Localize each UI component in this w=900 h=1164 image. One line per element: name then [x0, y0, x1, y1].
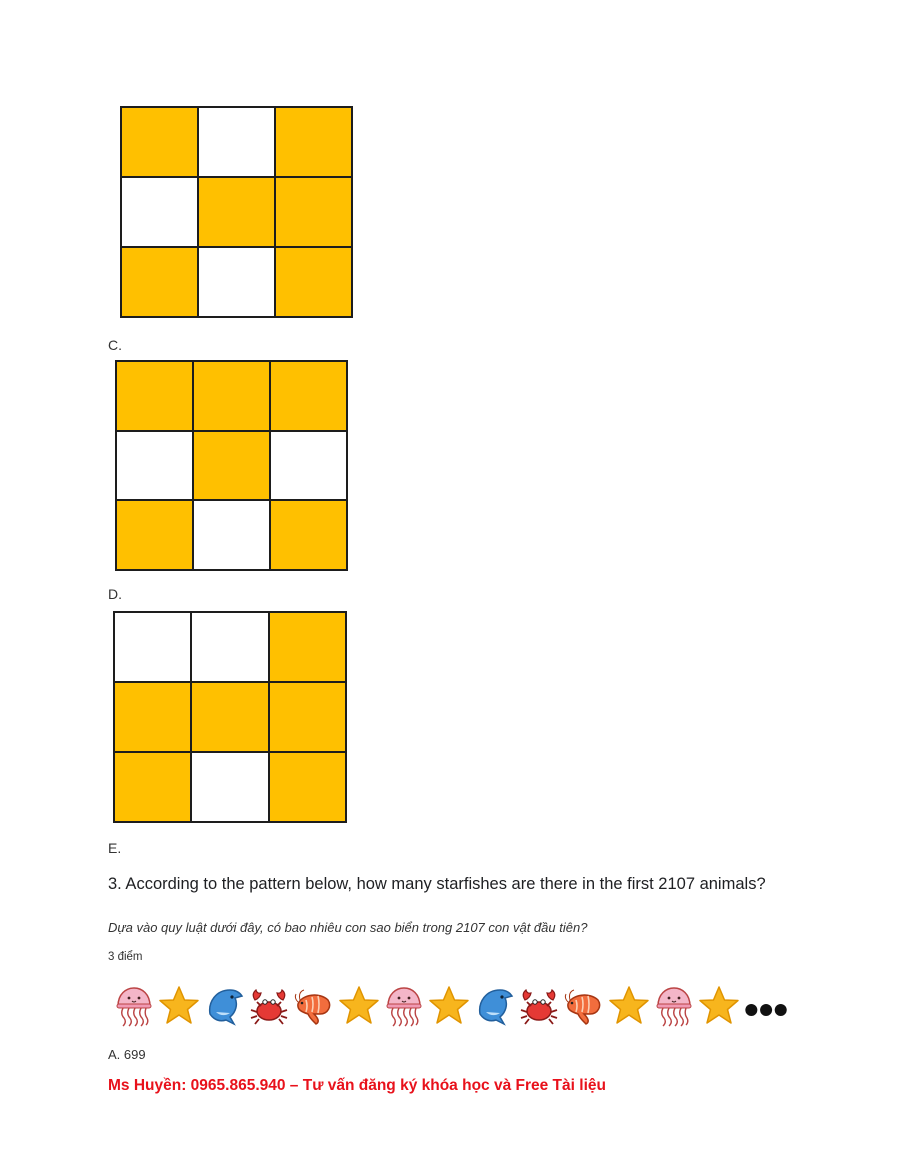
dolphin-icon: [202, 984, 246, 1028]
empty-cell: [271, 432, 348, 502]
empty-cell: [192, 613, 269, 683]
starfish-icon: [607, 984, 651, 1028]
shrimp-icon: [562, 984, 606, 1028]
filled-cell: [192, 683, 269, 753]
filled-cell: [122, 248, 199, 318]
question-translation: Dựa vào quy luật dưới đây, có bao nhiêu con sao biển trong 2107 con vật đầu tiên?: [108, 920, 588, 935]
crab-icon: [517, 984, 561, 1028]
jellyfish-icon: [382, 984, 426, 1028]
question-title: 3. According to the pattern below, how many starfishes are there in the first 2107 animals?: [108, 875, 766, 893]
starfish-icon: [157, 984, 201, 1028]
animal-pattern: [112, 984, 789, 1033]
starfish-icon: [427, 984, 471, 1028]
empty-cell: [199, 248, 276, 318]
question-points: 3 điểm: [108, 951, 143, 963]
starfish-icon: [697, 984, 741, 1028]
filled-cell: [194, 432, 271, 502]
empty-cell: [122, 178, 199, 248]
empty-cell: [194, 501, 271, 571]
option-c-grid: [115, 360, 348, 571]
filled-cell: [122, 108, 199, 178]
filled-cell: [270, 683, 347, 753]
dolphin-icon: [472, 984, 516, 1028]
jellyfish-icon: [652, 984, 696, 1028]
empty-cell: [117, 432, 194, 502]
option-d-grid: [113, 611, 347, 823]
filled-cell: [270, 753, 347, 823]
empty-cell: [115, 613, 192, 683]
filled-cell: [194, 362, 271, 432]
filled-cell: [117, 501, 194, 571]
filled-cell: [271, 501, 348, 571]
crab-icon: [247, 984, 291, 1028]
filled-cell: [199, 178, 276, 248]
filled-cell: [270, 613, 347, 683]
option-b-grid: [120, 106, 353, 318]
option-d-label: D.: [108, 586, 122, 602]
jellyfish-icon: [112, 984, 156, 1028]
empty-cell: [192, 753, 269, 823]
filled-cell: [117, 362, 194, 432]
filled-cell: [276, 108, 353, 178]
filled-cell: [115, 753, 192, 823]
starfish-icon: [337, 984, 381, 1028]
filled-cell: [115, 683, 192, 753]
answer-option-a[interactable]: A. 699: [108, 1047, 146, 1062]
filled-cell: [271, 362, 348, 432]
option-c-label: C.: [108, 337, 122, 353]
empty-cell: [199, 108, 276, 178]
filled-cell: [276, 248, 353, 318]
ellipsis: •••: [744, 986, 789, 1033]
option-e-label: E.: [108, 840, 122, 856]
filled-cell: [276, 178, 353, 248]
footer-contact: Ms Huyền: 0965.865.940 – Tư vấn đăng ký khóa học và Free Tài liệu: [108, 1077, 606, 1094]
shrimp-icon: [292, 984, 336, 1028]
